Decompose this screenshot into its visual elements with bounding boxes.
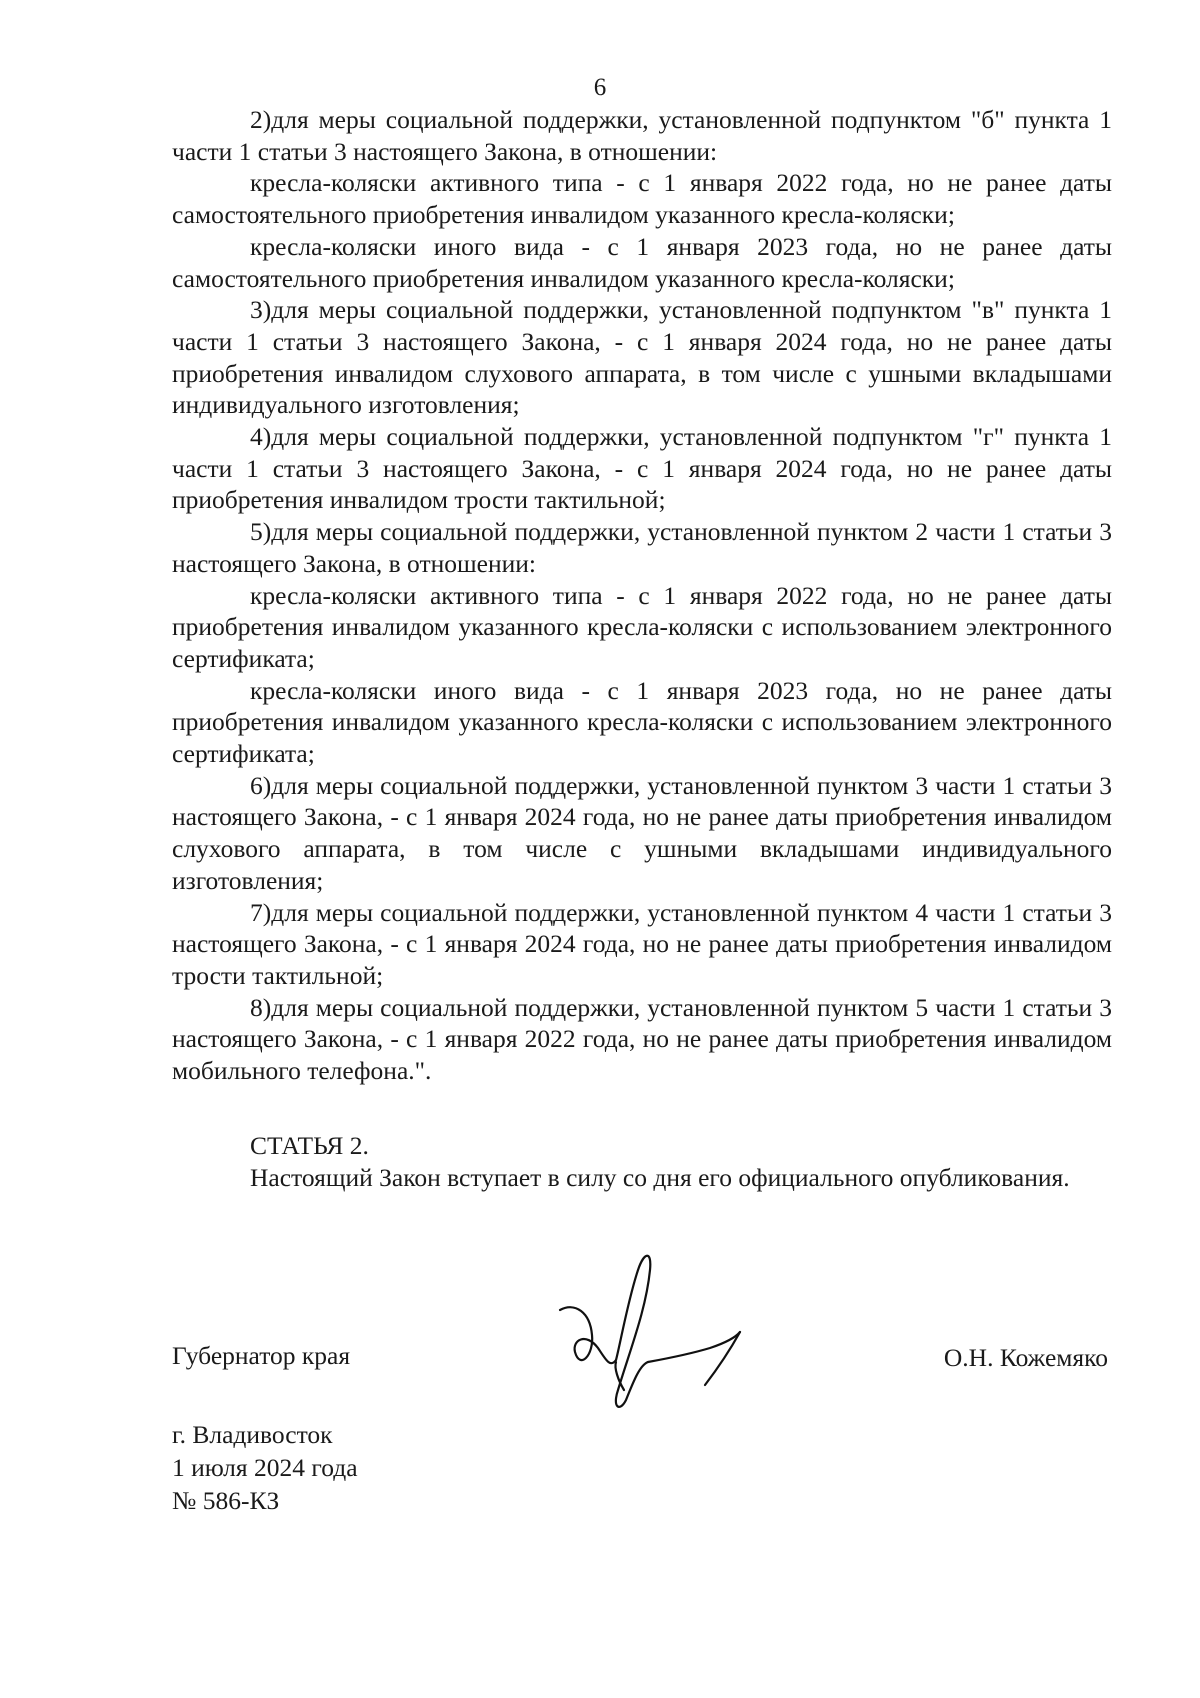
paragraph-item-5: 5)для меры социальной поддержки, установленной пунктом 2 части 1 статьи 3 настоящего Закона, в отношении: (172, 517, 1112, 578)
governor-position-label: Губернатор края (172, 1341, 351, 1370)
article-text: Настоящий Закон вступает в силу со дня его официального опубликования. (250, 1162, 1070, 1192)
paragraph-item-2-wheelchair-active: кресла-коляски активного типа - с 1 января 2022 года, но не ранее даты самостоятельного приобретения инвалидом указанного кресла-коляски; (172, 168, 1112, 230)
paragraph-item-5-wheelchair-active: кресла-коляски активного типа - с 1 января 2022 года, но не ранее даты приобретения инвалидом указанного кресла-коляски с использованием электронного сертификата; (172, 580, 1112, 673)
article-title: СТАТЬЯ 2. (250, 1131, 369, 1160)
footer-city: г. Владивосток (172, 1420, 333, 1449)
paragraph-item-2: 2)для меры социальной поддержки, установленной подпунктом "б" пункта 1 части 1 статьи 3 настоящего Закона, в отношении: (172, 105, 1112, 166)
paragraph-item-4: 4)для меры социальной поддержки, установленной подпунктом "г" пункта 1 части 1 статьи 3 настоящего Закона, - с 1 января 2024 года, но не ранее даты приобретения инвалидом трости тактильной; (172, 422, 1112, 515)
paragraph-item-5-wheelchair-other: кресла-коляски иного вида - с 1 января 2023 года, но не ранее даты приобретения инвалидом указанного кресла-коляски с использованием электронного сертификата; (172, 675, 1112, 769)
handwritten-signature-icon (520, 1240, 800, 1420)
article-2-section (172, 1130, 1112, 1193)
page-number: 6 (593, 74, 607, 101)
paragraph-item-3: 3)для меры социальной поддержки, установленной подпунктом "в" пункта 1 части 1 статьи 3 настоящего Закона, - с 1 января 2024 года, но не ранее даты приобретения инвалидом слухового аппарата, в том числе с ушными вкладышами индивидуального изготовления; (172, 295, 1112, 420)
signature-row (172, 1340, 1112, 1380)
document-footer (172, 1418, 358, 1517)
law-body-text (172, 104, 1112, 1087)
paragraph-item-8: 8)для меры социальной поддержки, установленной пунктом 5 части 1 статьи 3 настоящего Закона, - с 1 января 2022 года, но не ранее даты приобретения инвалидом мобильного телефона.". (172, 992, 1112, 1086)
paragraph-item-6: 6)для меры социальной поддержки, установленной пунктом 3 части 1 статьи 3 настоящего Закона, - с 1 января 2024 года, но не ранее даты приобретения инвалидом слухового аппарата, в том числе с ушными вкладышами индивидуального изготовления; (172, 770, 1112, 895)
governor-name: О.Н. Кожемяко (943, 1343, 1108, 1372)
footer-date: 1 июля 2024 года (172, 1453, 358, 1482)
footer-law-number: № 586-КЗ (172, 1486, 280, 1515)
paragraph-item-7: 7)для меры социальной поддержки, установленной пунктом 4 части 1 статьи 3 настоящего Закона, - с 1 января 2024 года, но не ранее даты приобретения инвалидом трости тактильной; (172, 897, 1112, 990)
paragraph-item-2-wheelchair-other: кресла-коляски иного вида - с 1 января 2023 года, но не ранее даты самостоятельного приобретения инвалидом указанного кресла-коляски; (172, 231, 1112, 293)
